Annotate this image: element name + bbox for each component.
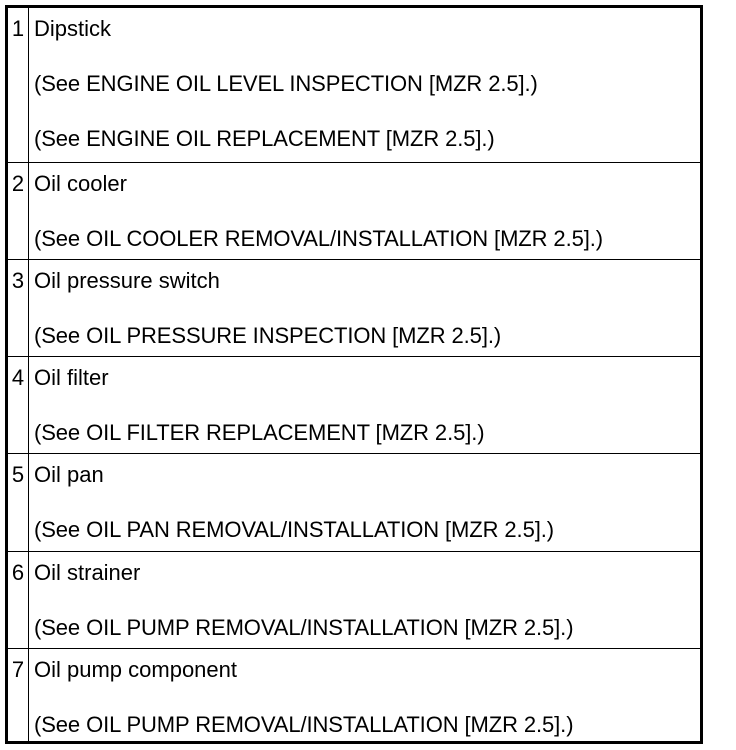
table-row <box>8 453 700 551</box>
row-content <box>29 552 700 648</box>
part-name: Dipstick <box>34 16 112 41</box>
part-name: Oil pan <box>34 462 104 487</box>
reference-link[interactable]: (See OIL PUMP REMOVAL/INSTALLATION [MZR 2.5].) <box>34 712 574 737</box>
reference-link[interactable]: (See OIL FILTER REPLACEMENT [MZR 2.5].) <box>34 420 485 445</box>
row-content <box>29 8 700 162</box>
row-content <box>29 163 700 259</box>
row-number: 5 <box>8 454 29 551</box>
table-row <box>8 356 700 453</box>
parts-table <box>5 5 703 744</box>
part-name: Oil cooler <box>34 171 127 196</box>
part-name: Oil filter <box>34 365 109 390</box>
part-name: Oil pump component <box>34 657 237 682</box>
row-content <box>29 260 700 356</box>
reference-link[interactable]: (See OIL PUMP REMOVAL/INSTALLATION [MZR 2.5].) <box>34 615 574 640</box>
row-content <box>29 454 700 551</box>
reference-link[interactable]: (See OIL COOLER REMOVAL/INSTALLATION [MZR 2.5].) <box>34 226 603 251</box>
row-number: 4 <box>8 357 29 453</box>
table-row <box>8 8 700 162</box>
row-content <box>29 357 700 453</box>
row-number: 1 <box>8 8 29 162</box>
reference-link[interactable]: (See OIL PAN REMOVAL/INSTALLATION [MZR 2.5].) <box>34 517 554 542</box>
table-row <box>8 259 700 356</box>
table-row <box>8 551 700 648</box>
row-number: 7 <box>8 649 29 741</box>
row-content <box>29 649 700 741</box>
reference-link[interactable]: (See OIL PRESSURE INSPECTION [MZR 2.5].) <box>34 323 502 348</box>
row-number: 6 <box>8 552 29 648</box>
table-row <box>8 648 700 741</box>
row-number: 3 <box>8 260 29 356</box>
row-number: 2 <box>8 163 29 259</box>
reference-link[interactable]: (See ENGINE OIL LEVEL INSPECTION [MZR 2.5].) <box>34 71 538 96</box>
part-name: Oil pressure switch <box>34 268 220 293</box>
part-name: Oil strainer <box>34 560 141 585</box>
table-row <box>8 162 700 259</box>
reference-link[interactable]: (See ENGINE OIL REPLACEMENT [MZR 2.5].) <box>34 126 495 151</box>
